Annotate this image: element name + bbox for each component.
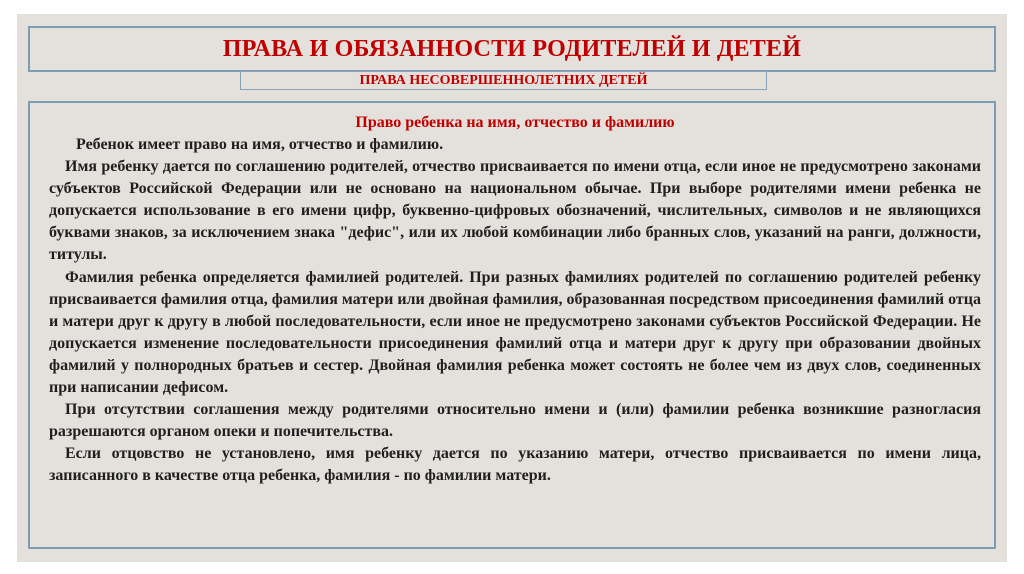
content-frame	[28, 101, 996, 549]
subtitle-frame	[240, 71, 767, 90]
paragraph-5: Если отцовство не установлено, имя ребенку дается по указанию матери, отчество присваивается по имени лица, записанного в качестве отца ребенка, фамилия - по фамилии матери.	[49, 445, 981, 485]
paragraph-4: При отсутствии соглашения между родителями относительно имени и (или) фамилии ребенка возникшие разногласия разрешаются органом опеки и попечительства.	[49, 401, 981, 441]
section-heading: Право ребенка на имя, отчество и фамилию	[355, 114, 675, 131]
paragraph-1: Ребенок имеет право на имя, отчество и фамилию.	[76, 136, 444, 153]
paragraph-3: Фамилия ребенка определяется фамилией родителей. При разных фамилиях родителей по соглашению родителей ребенку присваивается фамилия отца, фамилия матери или двойная фамилия, образованная посредством присоединения фамилий отца и матери друг к другу в любой последовательности, если иное не предусмотрено законами субъектов Российской Федерации. Не допускается изменение последовательности присоединения фамилий отца и матери друг к другу при образовании двойных фамилий у полнородных братьев и сестер. Двойная фамилия ребенка может состоять не более чем из двух слов, соединенных при написании дефисом.	[49, 268, 981, 397]
slide-title: ПРАВА И ОБЯЗАННОСТИ РОДИТЕЛЕЙ И ДЕТЕЙ	[222, 35, 802, 62]
slide	[17, 14, 1007, 562]
title-frame	[28, 26, 996, 72]
slide-subtitle: ПРАВА НЕСОВЕРШЕННОЛЕТНИХ ДЕТЕЙ	[359, 72, 648, 88]
paragraph-2: Имя ребенку дается по соглашению родителей, отчество присваивается по имени отца, если иное не предусмотрено законами субъектов Российской Федерации или не основано на национальном обычае. При выборе родителями имени ребенка не допускается использование в его имени цифр, буквенно-цифровых обозначений, числительных, символов и не являющихся буквами знаков, за исключением знака "дефис", или их любой комбинации либо бранных слов, указаний на ранги, должности, титулы.	[49, 158, 981, 264]
